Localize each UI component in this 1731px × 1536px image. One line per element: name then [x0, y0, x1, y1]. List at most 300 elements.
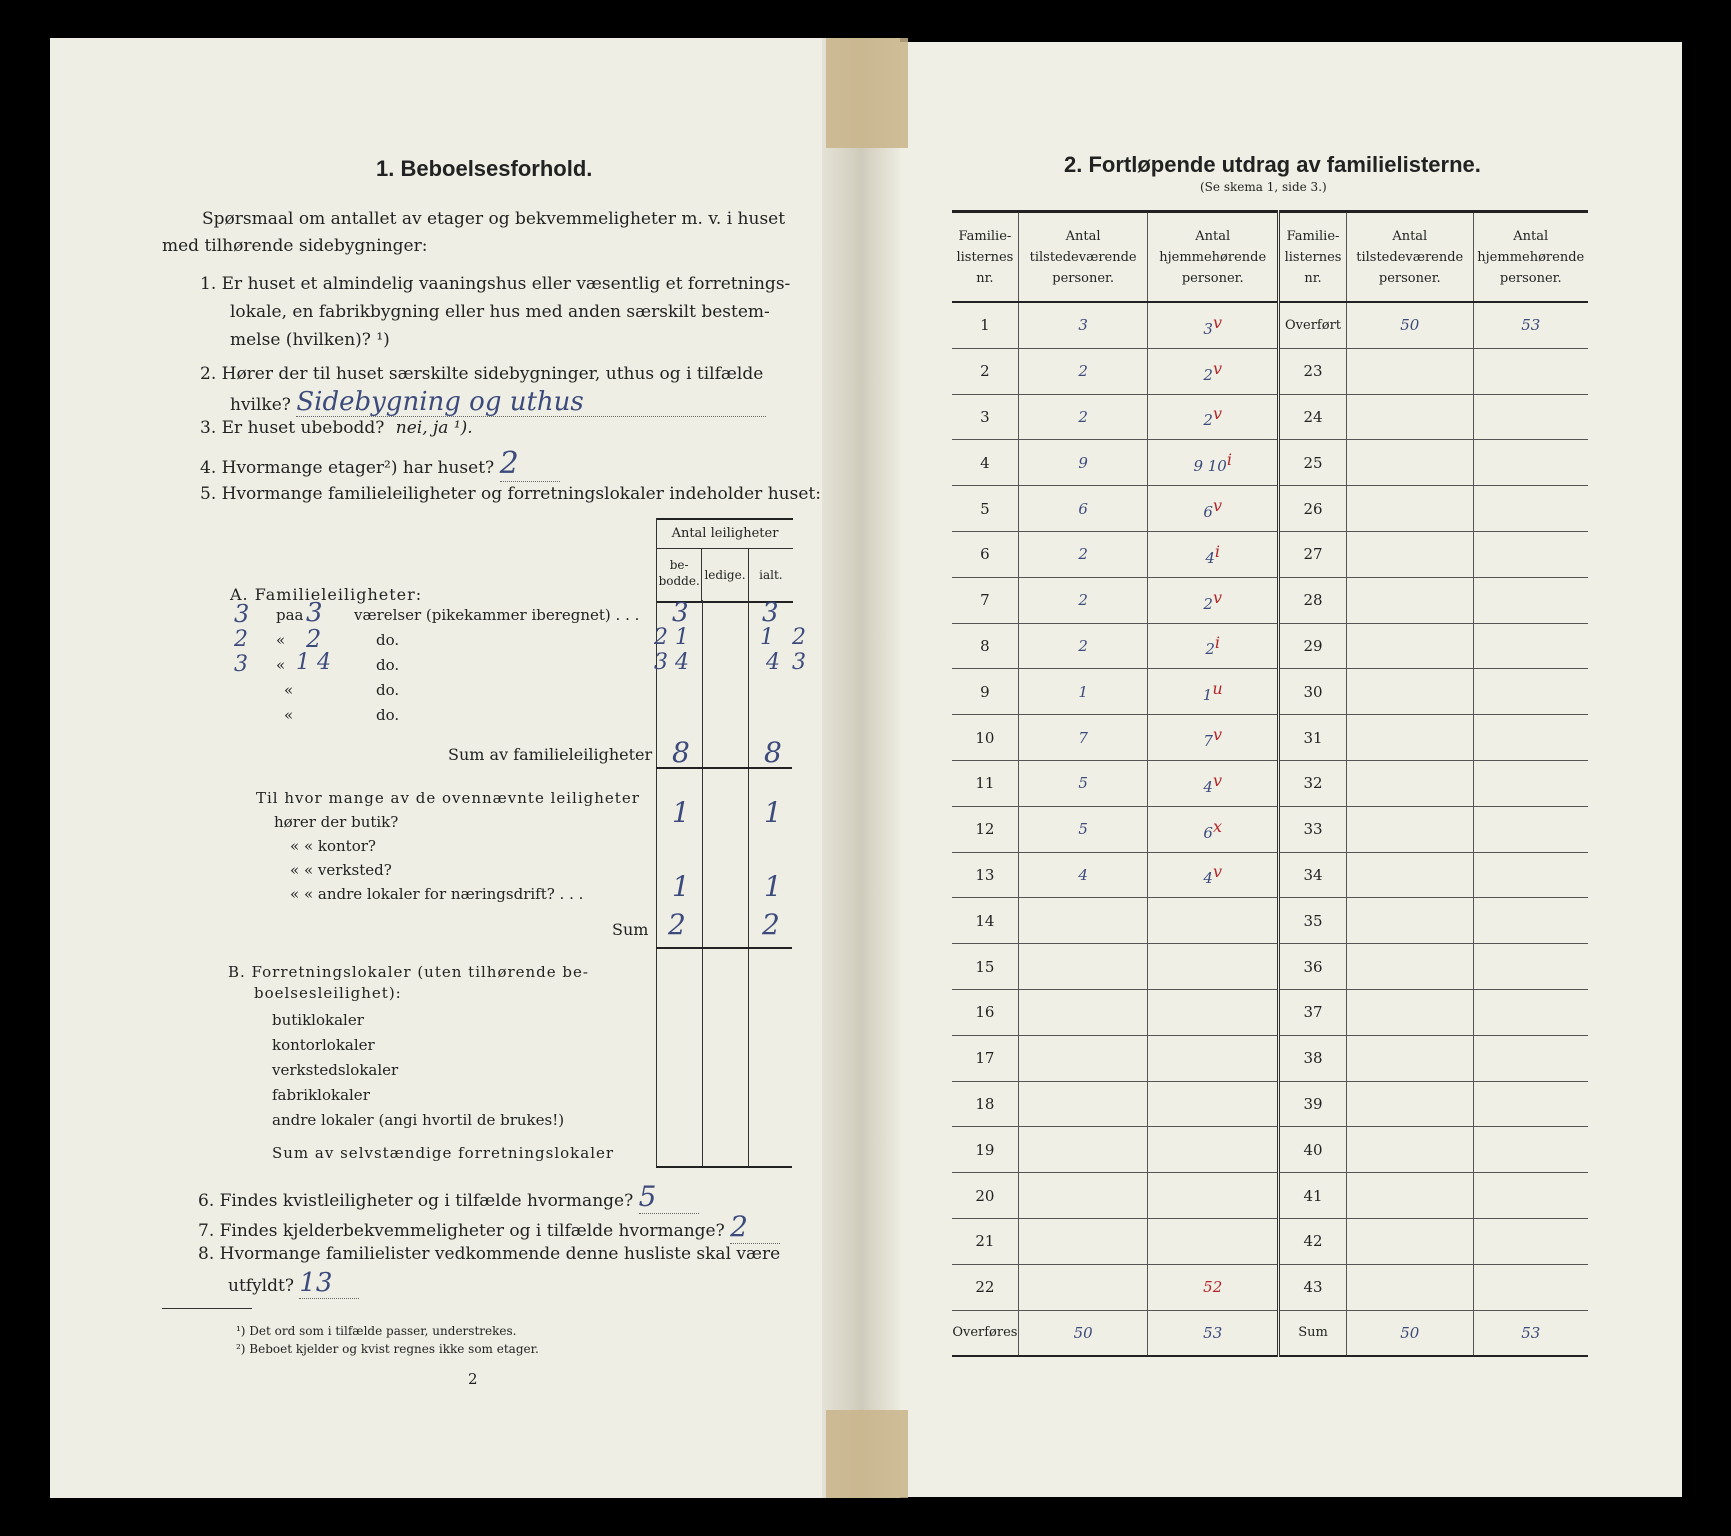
- rule: [656, 947, 792, 949]
- row-tilstede: [1018, 1173, 1148, 1219]
- row-nr-2-value: 33: [1303, 820, 1323, 839]
- row-nr: [952, 989, 1018, 1035]
- check-mark: v: [1212, 725, 1223, 745]
- row-nr: [952, 852, 1018, 898]
- intro-line: med tilhørende sidebygninger:: [162, 236, 428, 256]
- footnote-rule: [162, 1308, 252, 1309]
- q3-options: nei, ja ¹).: [395, 418, 473, 438]
- row-hjemme-value: 2: [1203, 411, 1213, 430]
- apartment-table-cols: [657, 549, 793, 603]
- footnote: ¹) Det ord som i tilfælde passer, understrekes.: [236, 1324, 517, 1338]
- table-row: [952, 1173, 1588, 1219]
- footnote: ²) Beboet kjelder og kvist regnes ikke som etager.: [236, 1342, 539, 1356]
- row-tilstede-2: [1347, 760, 1473, 806]
- row-nr-value: 13: [975, 865, 995, 884]
- b-row: kontorlokaler: [272, 1036, 375, 1054]
- row-hjemme-2: [1473, 944, 1588, 990]
- row-hjemme-value: 9 10: [1193, 457, 1227, 476]
- q1-line: 1. Er huset et almindelig vaaningshus eller væsentlig et forretnings-: [200, 274, 791, 294]
- check-mark: v: [1212, 862, 1223, 882]
- row-hjemme: [1148, 1264, 1279, 1310]
- table-row: [952, 1127, 1588, 1173]
- row-nr-2-value: 25: [1303, 453, 1323, 472]
- row-nr: [952, 806, 1018, 852]
- row-nr-value: 1: [980, 316, 990, 335]
- table-row: [952, 1218, 1588, 1264]
- table-row: [952, 440, 1588, 486]
- row-nr: [952, 394, 1018, 440]
- section-b-title: [228, 962, 589, 1004]
- question-4: [200, 446, 560, 482]
- row-nr-value: 2: [980, 362, 990, 381]
- a-row: [234, 598, 792, 631]
- header-nr-2: Familie- listernes nr.: [1279, 212, 1347, 303]
- row-tilstede: [1018, 760, 1148, 806]
- table-row: [952, 623, 1588, 669]
- question-6: [198, 1180, 699, 1214]
- row-nr-value: 14: [975, 911, 995, 930]
- sum-fam-label: Sum av familieleiligheter: [448, 745, 653, 764]
- row-nr: [952, 1264, 1018, 1310]
- row-hjemme-2: [1473, 486, 1588, 532]
- row-hjemme-2: [1473, 577, 1588, 623]
- row-hjemme-value: 4: [1203, 777, 1213, 796]
- row-hjemme: [1148, 989, 1279, 1035]
- a-row: [240, 706, 792, 731]
- table-row: [952, 669, 1588, 715]
- footer-label-2: Sum: [1279, 1310, 1347, 1356]
- row-hjemme-value: 6: [1203, 503, 1213, 522]
- table-row: [952, 898, 1588, 944]
- row-nr-2: [1279, 898, 1347, 944]
- q7-answer: 2: [730, 1210, 780, 1244]
- row-nr-value: 21: [975, 1232, 995, 1251]
- footer-hjem: 53: [1148, 1310, 1279, 1356]
- row-nr: [952, 1035, 1018, 1081]
- row-tilstede-2: [1347, 1127, 1473, 1173]
- row-tilstede: [1018, 486, 1148, 532]
- row-hjemme: [1148, 852, 1279, 898]
- row-tilstede-value: 2: [1078, 362, 1088, 381]
- row-tilstede-2: [1347, 531, 1473, 577]
- row-nr: [952, 898, 1018, 944]
- row-tilstede-2: [1347, 1081, 1473, 1127]
- row-tilstede-2: [1347, 486, 1473, 532]
- row-hjemme-value: 1: [1202, 686, 1213, 705]
- a-row-prefix: paa: [276, 606, 304, 624]
- row-nr-2: [1279, 394, 1347, 440]
- row-nr-2-value: 41: [1303, 1186, 1323, 1205]
- row-hjemme: [1148, 1173, 1279, 1219]
- b-title-line: boelsesleilighet):: [254, 984, 402, 1002]
- rule: [656, 767, 792, 769]
- question-7: [198, 1210, 780, 1244]
- row-nr-2: [1279, 715, 1347, 761]
- andre-ialt: 1: [764, 870, 782, 903]
- q1-line: lokale, en fabrikbygning eller hus med anden særskilt bestem-: [230, 302, 770, 322]
- row-nr-2-value: 42: [1303, 1232, 1323, 1251]
- a-row-label: værelser (pikekammer iberegnet) . . .: [354, 606, 640, 624]
- q7-label: 7. Findes kjelderbekvemmeligheter og i tilfælde hvormange?: [198, 1221, 725, 1241]
- row-nr-2: [1279, 577, 1347, 623]
- check-mark: i: [1226, 450, 1232, 470]
- row-hjemme-value: 3: [1203, 319, 1213, 338]
- table-row: [952, 760, 1588, 806]
- row-nr-2-value: 39: [1303, 1094, 1323, 1113]
- row-nr-2-value: 27: [1303, 545, 1323, 564]
- row-hjemme-value: 4: [1205, 548, 1215, 567]
- row-nr-2: [1279, 348, 1347, 394]
- row-nr-2-value: 29: [1303, 636, 1323, 655]
- row-nr-2: [1279, 1264, 1347, 1310]
- andre-label: « « andre lokaler for næringsdrift? . . .: [290, 885, 584, 903]
- a-row-rooms: 1 4: [296, 650, 331, 675]
- header-tilstede: Antal tilstedeværende personer.: [1018, 212, 1148, 303]
- row-hjemme-value: 7: [1203, 732, 1213, 751]
- check-mark: i: [1214, 541, 1221, 561]
- row-nr-2-value: 32: [1303, 774, 1323, 793]
- row-nr-value: 3: [980, 407, 990, 426]
- row-tilstede-2: [1347, 1035, 1473, 1081]
- b-rows: [272, 1008, 614, 1166]
- footer-til-2: 50: [1347, 1310, 1473, 1356]
- butik-bebodde: 1: [672, 796, 690, 829]
- row-tilstede: [1018, 989, 1148, 1035]
- row-tilstede: [1018, 394, 1148, 440]
- row-tilstede: [1018, 944, 1148, 990]
- row-nr-2: [1279, 486, 1347, 532]
- andre-bebodde: 1: [672, 870, 690, 903]
- row-nr-value: 18: [975, 1094, 995, 1113]
- a-row-ialt: 3: [762, 598, 779, 628]
- table-row: [952, 486, 1588, 532]
- row-tilstede-2: [1347, 944, 1473, 990]
- row-nr-2-value: 23: [1303, 362, 1323, 381]
- row-nr-2-value: 37: [1303, 1003, 1323, 1022]
- row-nr-2: [1279, 1218, 1347, 1264]
- row-nr-value: 20: [975, 1186, 995, 1205]
- row-nr: [952, 669, 1018, 715]
- a-row-label: do.: [376, 681, 400, 699]
- row-hjemme-2: [1473, 806, 1588, 852]
- footer-til: 50: [1018, 1310, 1148, 1356]
- a-row-rooms: 3: [306, 598, 323, 628]
- a-row-prefix: «: [276, 656, 286, 674]
- row-tilstede-2: [1347, 348, 1473, 394]
- row-nr-value: 8: [980, 636, 990, 655]
- check-mark: v: [1212, 496, 1223, 516]
- q6-answer: 5: [639, 1180, 699, 1214]
- row-nr-value: 4: [980, 453, 990, 472]
- row-hjemme: [1148, 577, 1279, 623]
- row-hjemme-2: [1473, 531, 1588, 577]
- row-tilstede-2: [1347, 302, 1473, 348]
- table-row: [952, 1081, 1588, 1127]
- table-row: [952, 394, 1588, 440]
- row-tilstede-2: [1347, 852, 1473, 898]
- row-hjemme-2: [1473, 852, 1588, 898]
- apartment-table-header: Antal leiligheter: [657, 518, 793, 549]
- row-hjemme: [1148, 302, 1279, 348]
- a-row-extra: 3: [792, 650, 806, 675]
- row-nr-2-value: 24: [1303, 407, 1323, 426]
- row-nr-2: [1279, 669, 1347, 715]
- row-tilstede: [1018, 1127, 1148, 1173]
- row-nr-2-value: Overført: [1285, 317, 1342, 333]
- row-tilstede: [1018, 1035, 1148, 1081]
- question-2: [200, 360, 794, 419]
- row-nr-value: 9: [980, 682, 990, 701]
- row-hjemme-2: [1473, 394, 1588, 440]
- intro-line: Spørsmaal om antallet av etager og bekvemmeligheter m. v. i huset: [202, 209, 786, 229]
- b-row: verkstedslokaler: [272, 1061, 399, 1079]
- row-tilstede-value: 1: [1078, 682, 1088, 701]
- a-row-rooms: 2: [306, 625, 322, 653]
- row-nr: [952, 1127, 1018, 1173]
- row-hjemme-2: [1473, 760, 1588, 806]
- sum-fam-ialt: 8: [764, 736, 782, 769]
- row-nr: [952, 486, 1018, 532]
- row-hjemme: [1148, 1081, 1279, 1127]
- q8-label: utfyldt?: [228, 1276, 294, 1296]
- a-row-prefix: «: [276, 631, 286, 649]
- a-row-label: do.: [376, 706, 400, 724]
- row-nr-2: [1279, 1173, 1347, 1219]
- sum-b-label: Sum av selvstændige forretningslokaler: [272, 1144, 615, 1162]
- table-footer-row: [952, 1310, 1588, 1356]
- row-nr-2: [1279, 852, 1347, 898]
- footnotes: [236, 1322, 539, 1358]
- a-row-bebodde: 3 4: [654, 650, 689, 675]
- row-nr-value: 19: [975, 1140, 995, 1159]
- header-nr: Familie- listernes nr.: [952, 212, 1018, 303]
- table-row: [952, 348, 1588, 394]
- row-nr-2: [1279, 531, 1347, 577]
- row-nr-2-value: 28: [1303, 591, 1323, 610]
- sum-bebodde: 2: [668, 908, 686, 941]
- header-tilstede-2: Antal tilstedeværende personer.: [1347, 212, 1473, 303]
- tape-top: [826, 38, 908, 148]
- kontor-label: « « kontor?: [290, 837, 376, 855]
- q4-label: 4. Hvormange etager²) har huset?: [200, 458, 495, 478]
- table-row: [952, 806, 1588, 852]
- table-row: [952, 989, 1588, 1035]
- table-row: [952, 1264, 1588, 1310]
- row-tilstede-2: [1347, 1218, 1473, 1264]
- row-hjemme-value: 2: [1205, 640, 1215, 659]
- a-row-count: 3: [234, 652, 248, 677]
- check-mark: v: [1212, 312, 1223, 332]
- row-nr-2: [1279, 944, 1347, 990]
- row-hjemme-2: [1473, 623, 1588, 669]
- q1-line: melse (hvilken)? ¹): [230, 330, 390, 350]
- row-tilstede: [1018, 440, 1148, 486]
- table-row: [952, 852, 1588, 898]
- row-hjemme-2: [1473, 440, 1588, 486]
- row-hjemme-value: 52: [1203, 1278, 1223, 1297]
- table-row: [952, 715, 1588, 761]
- row-nr: [952, 440, 1018, 486]
- check-mark: v: [1212, 358, 1223, 378]
- row-hjemme-2: [1473, 898, 1588, 944]
- row-nr: [952, 302, 1018, 348]
- til-hvor-mange: [256, 786, 640, 906]
- row-nr-value: 12: [975, 820, 995, 839]
- row-nr: [952, 577, 1018, 623]
- row-tilstede-2: [1347, 623, 1473, 669]
- row-hjemme-2-value: 53: [1521, 316, 1541, 335]
- row-hjemme: [1148, 669, 1279, 715]
- verksted-label: « « verksted?: [290, 861, 392, 879]
- row-tilstede: [1018, 669, 1148, 715]
- q3-label: 3. Er huset ubebodd?: [200, 418, 385, 438]
- row-tilstede: [1018, 577, 1148, 623]
- row-hjemme: [1148, 394, 1279, 440]
- a-row-ialt: 1: [760, 625, 774, 650]
- row-tilstede: [1018, 898, 1148, 944]
- row-hjemme-2: [1473, 1127, 1588, 1173]
- tape-bottom: [826, 1410, 908, 1498]
- row-nr-value: 22: [975, 1278, 995, 1297]
- b-title-line: B. Forretningslokaler (uten tilhørende be-: [228, 963, 589, 981]
- row-hjemme-2: [1473, 1218, 1588, 1264]
- row-nr-value: 7: [980, 591, 990, 610]
- q8-answer: 13: [299, 1269, 359, 1299]
- rule: [656, 1166, 792, 1168]
- check-mark: v: [1212, 770, 1223, 790]
- row-hjemme: [1148, 1127, 1279, 1173]
- row-nr: [952, 623, 1018, 669]
- row-tilstede-value: 4: [1078, 865, 1088, 884]
- row-tilstede: [1018, 623, 1148, 669]
- a-row-label: do.: [376, 656, 400, 674]
- table-row: [952, 1035, 1588, 1081]
- row-hjemme-2: [1473, 348, 1588, 394]
- row-hjemme: [1148, 715, 1279, 761]
- check-mark: x: [1212, 816, 1222, 836]
- row-tilstede-2: [1347, 440, 1473, 486]
- row-hjemme-value: 4: [1203, 869, 1213, 888]
- a-row-label: do.: [376, 631, 400, 649]
- book-spine: [822, 38, 900, 1498]
- question-8: [198, 1240, 794, 1301]
- section-a-title: A. Familieleiligheter:: [230, 585, 423, 604]
- row-tilstede-value: 2: [1078, 591, 1088, 610]
- row-hjemme: [1148, 806, 1279, 852]
- col-ledige: ledige.: [701, 549, 747, 601]
- row-hjemme: [1148, 898, 1279, 944]
- page-number: 2: [468, 1370, 478, 1388]
- b-row: butiklokaler: [272, 1011, 364, 1029]
- row-nr-2-value: 38: [1303, 1049, 1323, 1068]
- a-row-bebodde: 2 1: [654, 625, 689, 650]
- row-hjemme: [1148, 1035, 1279, 1081]
- check-mark: i: [1214, 633, 1221, 653]
- row-tilstede-value: 7: [1078, 728, 1088, 747]
- row-hjemme: [1148, 486, 1279, 532]
- row-tilstede-2: [1347, 898, 1473, 944]
- row-nr-value: 15: [975, 957, 995, 976]
- q2-line: [200, 388, 794, 419]
- row-nr-2-value: 26: [1303, 499, 1323, 518]
- row-nr-2: [1279, 806, 1347, 852]
- a-row-prefix: «: [284, 681, 294, 699]
- row-tilstede-2: [1347, 394, 1473, 440]
- footer-label: Overføres: [952, 1310, 1018, 1356]
- row-tilstede-2: [1347, 1173, 1473, 1219]
- row-nr: [952, 944, 1018, 990]
- row-tilstede-value: 2: [1078, 407, 1088, 426]
- row-tilstede: [1018, 302, 1148, 348]
- row-hjemme-2: [1473, 669, 1588, 715]
- row-nr-2-value: 36: [1303, 957, 1323, 976]
- row-hjemme: [1148, 531, 1279, 577]
- row-nr-2-value: 40: [1303, 1140, 1323, 1159]
- row-hjemme: [1148, 760, 1279, 806]
- row-nr-2: [1279, 1127, 1347, 1173]
- q6-label: 6. Findes kvistleiligheter og i tilfælde hvormange?: [198, 1191, 634, 1211]
- row-nr-2: [1279, 989, 1347, 1035]
- a-row-count: 3: [234, 600, 250, 628]
- row-hjemme-value: 6: [1203, 823, 1213, 842]
- q2-answer: Sidebygning og uthus: [296, 388, 766, 417]
- row-nr-value: 5: [980, 499, 990, 518]
- family-list-table: [952, 210, 1588, 1357]
- row-tilstede-2: [1347, 989, 1473, 1035]
- row-hjemme-2: [1473, 715, 1588, 761]
- table-row: [952, 944, 1588, 990]
- row-nr-value: 17: [975, 1049, 995, 1068]
- row-nr-2: [1279, 623, 1347, 669]
- q4-answer: 2: [500, 446, 560, 482]
- row-tilstede: [1018, 1081, 1148, 1127]
- row-hjemme: [1148, 623, 1279, 669]
- row-hjemme-2: [1473, 1173, 1588, 1219]
- row-hjemme-value: 2: [1203, 365, 1213, 384]
- q8-line: 8. Hvormange familielister vedkommende denne husliste skal være: [198, 1244, 781, 1264]
- footer-hjem-2: 53: [1473, 1310, 1588, 1356]
- row-nr: [952, 1081, 1018, 1127]
- row-tilstede: [1018, 715, 1148, 761]
- col-ialt: ialt.: [748, 549, 793, 601]
- row-tilstede-value: 2: [1078, 636, 1088, 655]
- til-hvor-line: Til hvor mange av de ovennævnte leiligheter: [256, 789, 640, 807]
- butik-ialt: 1: [764, 796, 782, 829]
- row-tilstede-value: 5: [1078, 774, 1088, 793]
- a-row-prefix: «: [284, 706, 294, 724]
- family-list-body: [952, 302, 1588, 1310]
- row-nr-2: [1279, 1081, 1347, 1127]
- row-nr: [952, 1218, 1018, 1264]
- row-nr-2: [1279, 1035, 1347, 1081]
- row-nr-2-value: 43: [1303, 1278, 1323, 1297]
- row-hjemme-2: [1473, 1081, 1588, 1127]
- row-nr-2-value: 31: [1303, 728, 1323, 747]
- row-nr-value: 6: [980, 545, 990, 564]
- b-row: fabriklokaler: [272, 1086, 370, 1104]
- row-tilstede: [1018, 348, 1148, 394]
- row-nr: [952, 715, 1018, 761]
- row-tilstede-value: 3: [1078, 316, 1088, 335]
- row-nr-2-value: 35: [1303, 911, 1323, 930]
- intro-text: [162, 206, 794, 260]
- row-hjemme: [1148, 944, 1279, 990]
- row-tilstede-2-value: 50: [1400, 316, 1420, 335]
- question-3: [200, 418, 473, 438]
- question-1: [200, 270, 794, 354]
- row-tilstede-2: [1347, 669, 1473, 715]
- row-tilstede-value: 5: [1078, 820, 1088, 839]
